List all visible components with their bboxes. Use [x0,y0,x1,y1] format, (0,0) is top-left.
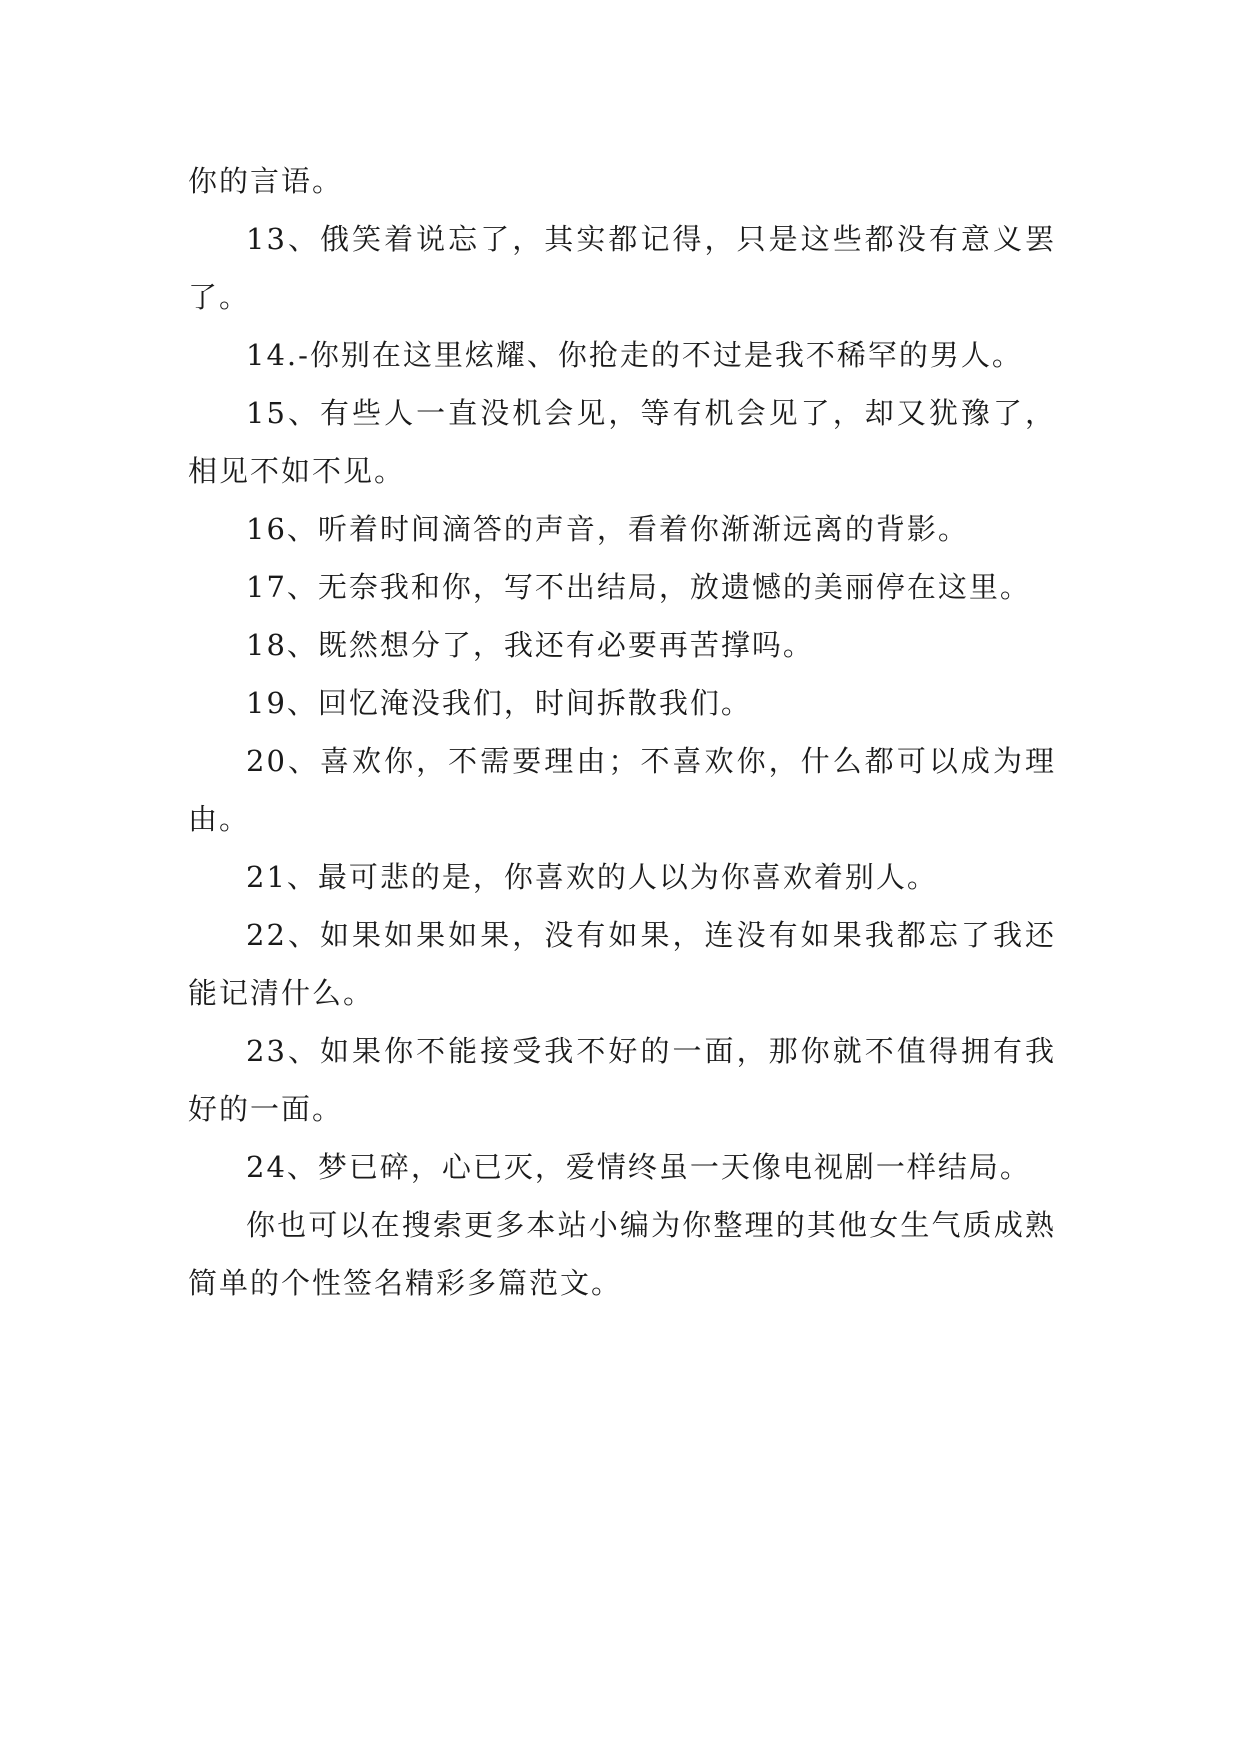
paragraph-item-19: 19、回忆淹没我们，时间拆散我们。 [246,686,752,720]
paragraph-item-23: 23、如果你不能接受我不好的一面，那你就不值得拥有我好的一面。 [188,1034,1056,1126]
paragraph-continuation: 你的言语。 [188,164,344,198]
paragraph-item-15: 15、有些人一直没机会见，等有机会见了，却又犹豫了，相见不如不见。 [188,396,1056,488]
paragraph-item-14: 14.-你别在这里炫耀、你抢走的不过是我不稀罕的男人。 [246,338,1023,372]
paragraph-closing-note: 你也可以在搜索更多本站小编为你整理的其他女生气质成熟简单的个性签名精彩多篇范文。 [188,1208,1056,1300]
paragraph-item-22: 22、如果如果如果，没有如果，连没有如果我都忘了我还能记清什么。 [188,918,1056,1010]
paragraph-item-18: 18、既然想分了，我还有必要再苦撑吗。 [246,628,814,662]
document-page [188,152,1056,1312]
paragraph-item-17: 17、无奈我和你，写不出结局，放遗憾的美丽停在这里。 [246,570,1031,604]
paragraph-item-24: 24、梦已碎，心已灭，爱情终虽一天像电视剧一样结局。 [246,1150,1031,1184]
paragraph-item-20: 20、喜欢你，不需要理由；不喜欢你，什么都可以成为理由。 [188,744,1056,836]
paragraph-item-16: 16、听着时间滴答的声音，看着你渐渐远离的背影。 [246,512,969,546]
paragraph-item-13: 13、俄笑着说忘了，其实都记得，只是这些都没有意义罢了。 [188,222,1056,314]
paragraph-item-21: 21、最可悲的是，你喜欢的人以为你喜欢着别人。 [246,860,938,894]
